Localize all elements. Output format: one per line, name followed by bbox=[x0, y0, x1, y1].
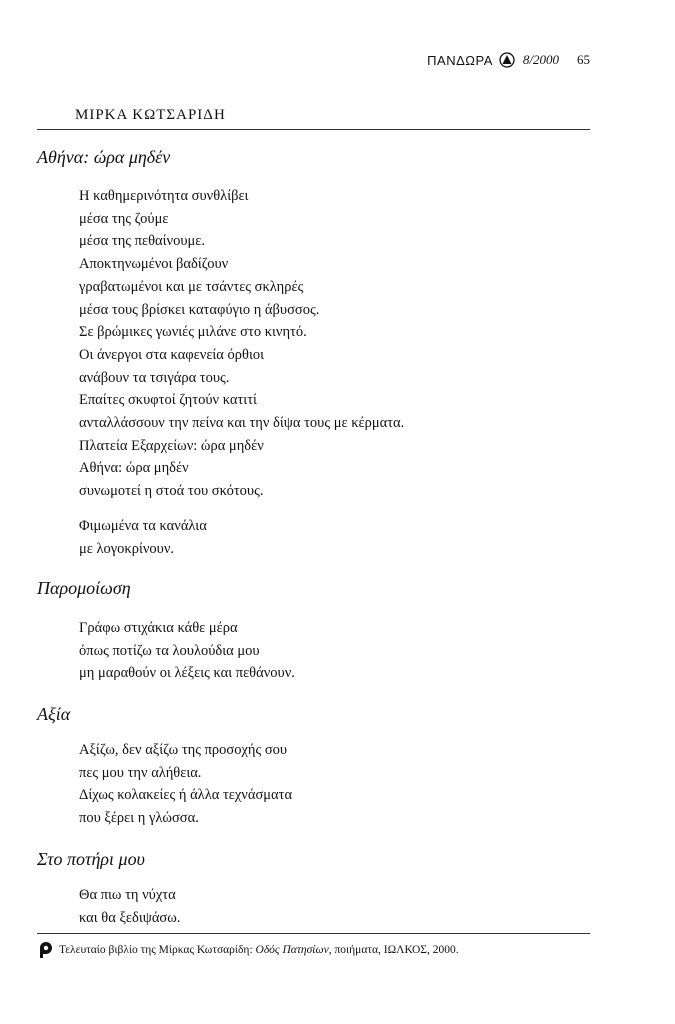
poem-line: μέσα της πεθαίνουμε. bbox=[79, 233, 206, 250]
footnote-book-title: Οδός Πατησίων bbox=[255, 944, 329, 956]
poem-line: ανάβουν τα τσιγάρα τους. bbox=[79, 369, 230, 386]
issue-number: 8/2000 bbox=[522, 52, 559, 67]
footnote-rule bbox=[37, 933, 590, 934]
poem-line: Η καθημερινότητα συνθλίβει bbox=[79, 188, 249, 204]
running-header bbox=[427, 52, 590, 68]
poem-title: Παρομοίωση bbox=[37, 578, 131, 598]
footnote-prefix: Τελευταίο βιβλίο της Μίρκας Κωτσαρίδη: bbox=[59, 944, 256, 956]
poem-line: Γράφω στιχάκια κάθε μέρα bbox=[79, 620, 238, 636]
journal-name: ΠΑΝΔΩΡΑ bbox=[427, 52, 493, 68]
poem-title: Αθήνα: ώρα μηδέν bbox=[37, 147, 171, 167]
poem-line: και θα ξεδιψάσω. bbox=[79, 909, 181, 926]
poem-line: Θα πιω τη νύχτα bbox=[79, 887, 176, 903]
poem-title: Στο ποτήρι μου bbox=[37, 849, 145, 869]
poem-line: πες μου την αλήθεια. bbox=[79, 764, 202, 781]
poem-stanza bbox=[79, 739, 292, 830]
footnote bbox=[37, 941, 459, 959]
poem-line: μη μαραθούν οι λέξεις και πεθάνουν. bbox=[79, 665, 295, 682]
poem-stanza bbox=[79, 185, 404, 503]
poem-line: όπως ποτίζω τα λουλούδια μου bbox=[79, 642, 260, 659]
poem-line: Αποκτηνωμένοι βαδίζουν bbox=[79, 256, 229, 273]
poem-line: μέσα της ζούμε bbox=[79, 210, 169, 227]
journal-logo-icon bbox=[499, 52, 515, 68]
poem-stanza bbox=[79, 617, 295, 685]
page-number: 65 bbox=[577, 52, 590, 67]
poem-line: γραβατωμένοι και με τσάντες σκληρές bbox=[79, 278, 304, 295]
poem-line: Επαίτες σκυφτοί ζητούν κατιτί bbox=[79, 392, 257, 409]
pen-nib-icon bbox=[37, 941, 53, 959]
poem-title: Αξία bbox=[37, 704, 71, 724]
poem-line: Φιμωμένα τα κανάλια bbox=[79, 518, 207, 534]
footnote-suffix: , ποιήματα, ΙΩΛΚΟΣ, 2000. bbox=[328, 944, 459, 956]
poem-line: συνωμοτεί η στοά του σκότους. bbox=[79, 483, 264, 500]
poem-stanza bbox=[79, 515, 207, 560]
poem-line: Δίχως κολακείες ή άλλα τεχνάσματα bbox=[79, 787, 293, 804]
poem-line: που ξέρει η γλώσσα. bbox=[79, 810, 199, 827]
poem-line: ανταλλάσσουν την πείνα και την δίψα τους με κέρματα. bbox=[79, 415, 405, 432]
header-rule bbox=[37, 129, 590, 130]
poem-line: Σε βρώμικες γωνιές μιλάνε στο κινητό. bbox=[79, 324, 307, 341]
poem-line: Αξίζω, δεν αξίζω της προσοχής σου bbox=[79, 742, 288, 758]
poem-line: μέσα τους βρίσκει καταφύγιο η άβυσσος. bbox=[79, 301, 320, 318]
poem-line: με λογοκρίνουν. bbox=[79, 540, 175, 557]
author-name: ΜΙΡΚΑ ΚΩΤΣΑΡΙΔΗ bbox=[75, 107, 226, 123]
poem-line: Αθήνα: ώρα μηδέν bbox=[79, 460, 189, 477]
poem-line: Πλατεία Εξαρχείων: ώρα μηδέν bbox=[79, 437, 264, 454]
poem-line: Οι άνεργοι στα καφενεία όρθιοι bbox=[79, 346, 265, 363]
poem-stanza bbox=[79, 884, 180, 929]
